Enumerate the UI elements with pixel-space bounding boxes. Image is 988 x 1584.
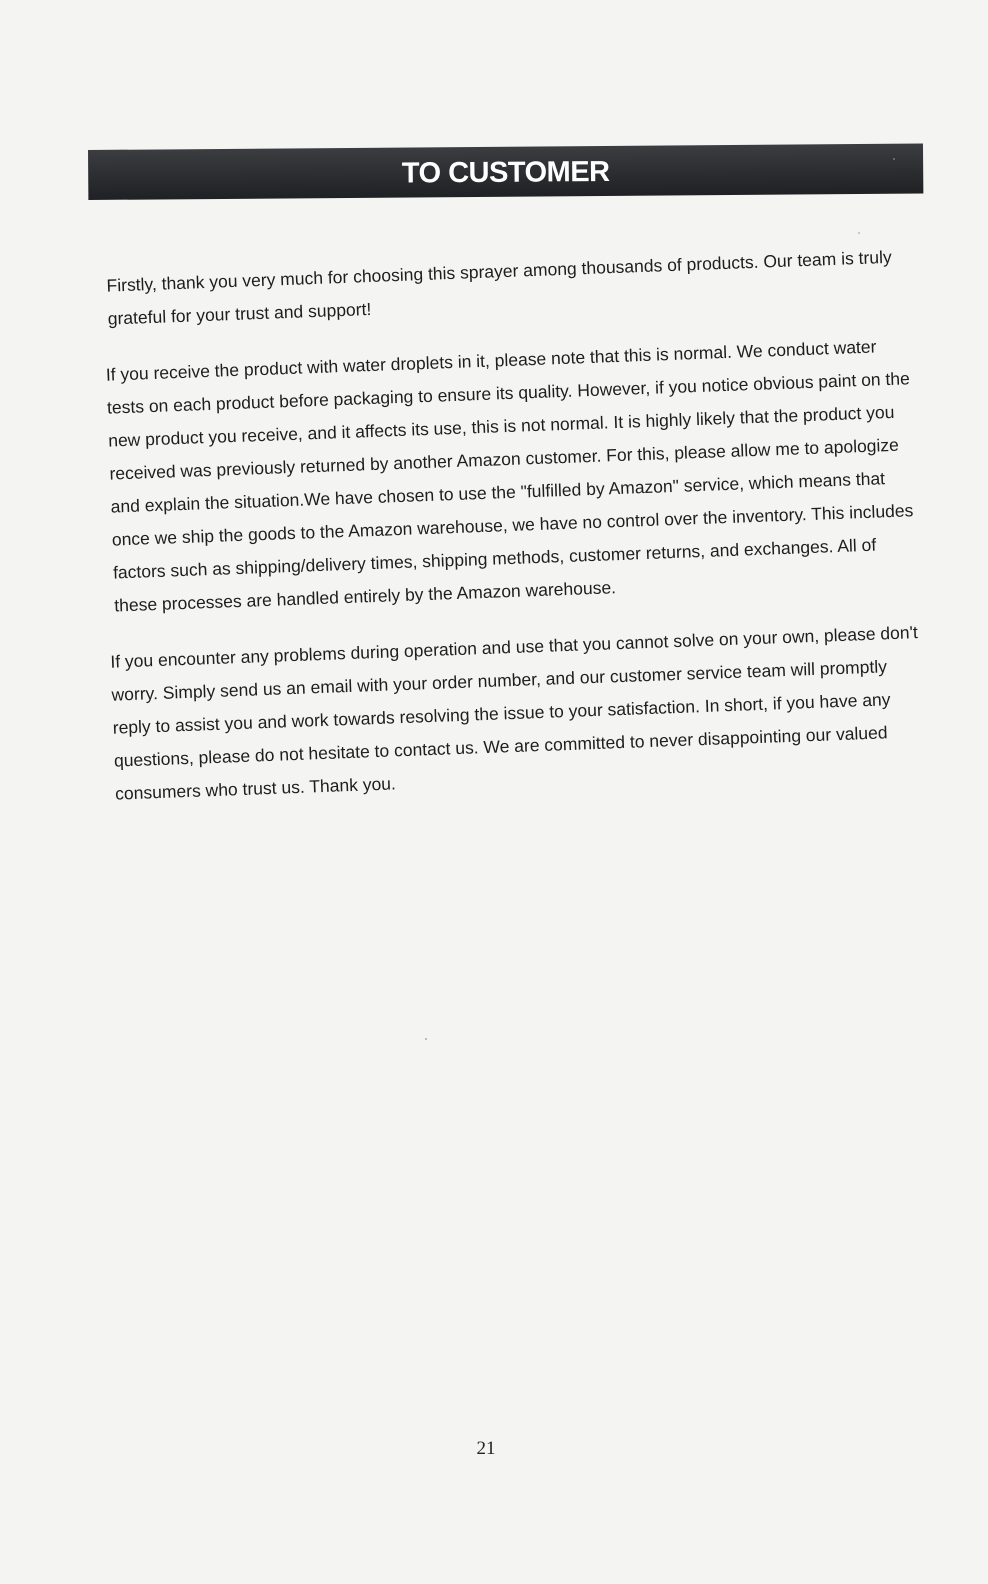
page-number: 21 <box>476 1438 496 1459</box>
scan-speck <box>858 232 860 234</box>
page-title: TO CUSTOMER <box>401 155 610 190</box>
letter-body <box>96 240 926 833</box>
paragraph-support-contact: If you encounter any problems during operation and use that you cannot solve on your own, please don't worry. Simply send us an email with your order number, and our customer service team will promptly reply to assist you and work towards resolving the issue to your satisfaction. In short, if you have any questions, please do not hesitate to contact us. We are committed to never disappointing our valued consumers who trust us. Thank you. <box>109 622 919 804</box>
scan-speck <box>893 158 895 160</box>
paragraph-thanks: Firstly, thank you very much for choosing this sprayer among thousands of products. Our team is truly grateful for your trust and support! <box>106 246 892 329</box>
paragraph-returns-explanation: If you receive the product with water droplets in it, please note that this is normal. We conduct water tests on each product before packaging to ensure its quality. However, if you notice obvious paint on the new product you receive, and it affects its use, this is not normal. It is highly likely that the product you received was previously returned by another Amazon customer. For this, please allow me to apologize and explain the situation.We have chosen to use the "fulfilled by Amazon" service, which means that once we ship the goods to the Amazon warehouse, we have no control over the inventory. This includes factors such as shipping/delivery times, shipping methods, customer returns, and exchanges. All of these processes are handled entirely by the Amazon warehouse. <box>105 336 914 616</box>
scan-speck <box>425 1038 427 1040</box>
title-banner <box>88 143 923 200</box>
